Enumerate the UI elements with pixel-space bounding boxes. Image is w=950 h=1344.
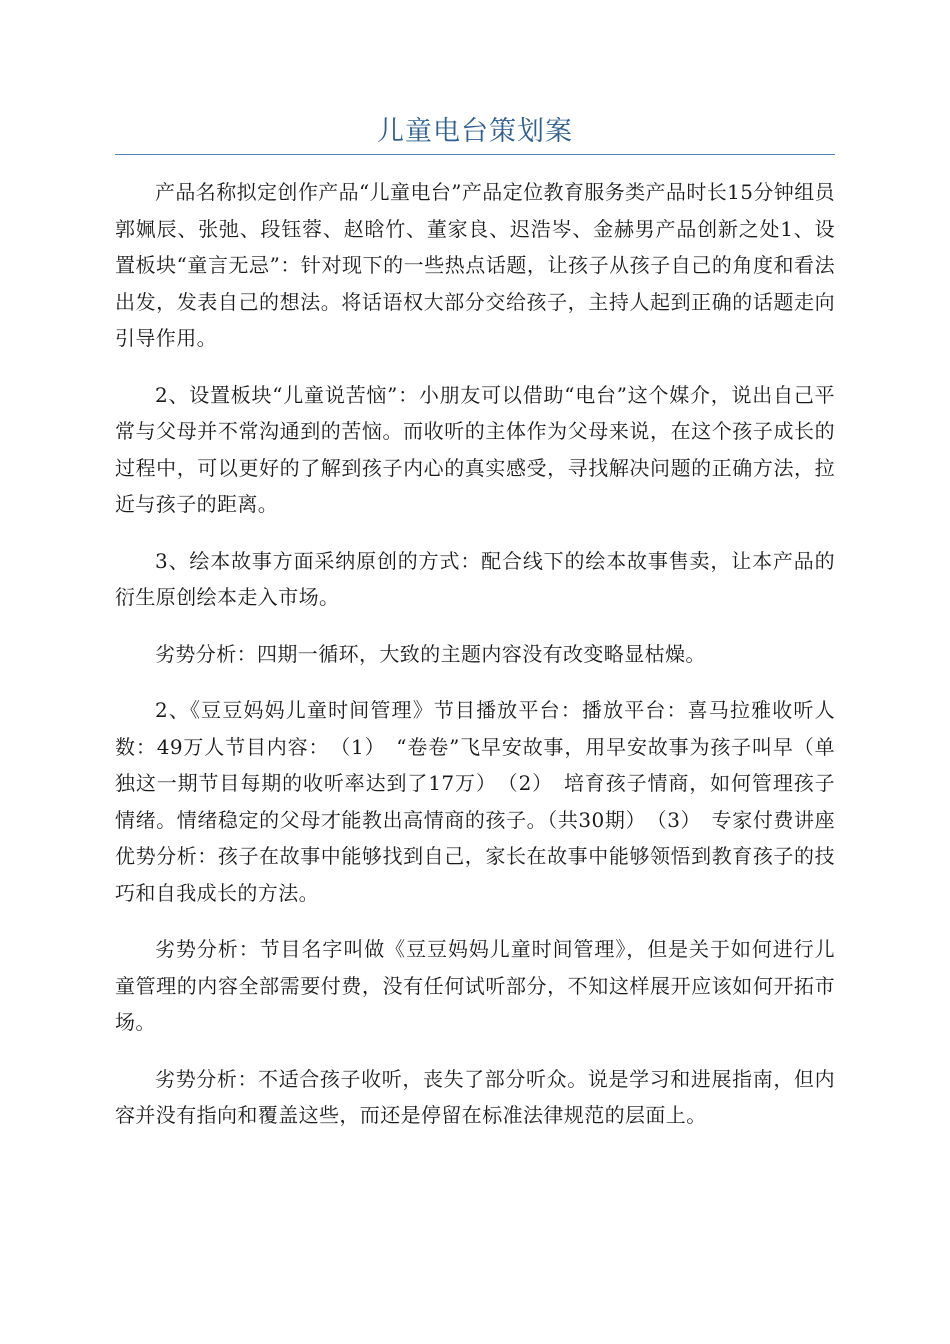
title-block [115,112,835,155]
page-title: 儿童电台策划案 [377,116,573,147]
paragraph-2: 2、设置板块“儿童说苦恼”：小朋友可以借助“电台”这个媒介，说出自己平常与父母并不常沟通到的苦恼。而收听的主体作为父母来说，在这个孩子成长的过程中，可以更好的了解到孩子内心的真实感受，寻找解决问题的正确方法，拉近与孩子的距离。 [115,382,835,516]
paragraph-3: 3、绘本故事方面采纳原创的方式：配合线下的绘本故事售卖，让本产品的衍生原创绘本走入市场。 [115,548,835,609]
paragraph-6: 劣势分析：节目名字叫做《豆豆妈妈儿童时间管理》，但是关于如何进行儿童管理的内容全部需要付费，没有任何试听部分，不知这样展开应该如何开拓市场。 [115,937,835,1034]
paragraph-7: 劣势分析：不适合孩子收听，丧失了部分听众。说是学习和进展指南，但内容并没有指向和覆盖这些，而还是停留在标准法律规范的层面上。 [115,1066,835,1127]
document-body [115,174,835,1154]
paragraph-1: 产品名称拟定创作产品“儿童电台”产品定位教育服务类产品时长15分钟组员郭姵辰、张弛、段钰蓉、赵晗竹、董家良、迟浩岑、金赫男产品创新之处1、设置板块“童言无忌”：针对现下的一些热点话题，让孩子从孩子自己的角度和看法出发，发表自己的想法。将话语权大部分交给孩子，主持人起到正确的话题走向引导作用。 [115,180,835,350]
title-underline [115,154,835,155]
paragraph-5: 2、《豆豆妈妈儿童时间管理》节目播放平台：播放平台：喜马拉雅收听人数：49万人节目内容： （1） “卷卷”飞早安故事，用早安故事为孩子叫早（单独这一期节目每期的收听率达到了17万） （2） 培育孩子情商，如何管理孩子情绪。情绪稳定的父母才能教出高情商的孩子。（共30期） （3） 专家付费讲座优势分析：孩子在故事中能够找到自己，家长在故事中能够领悟到教育孩子的技巧和自我成长的方法。 [115,698,835,905]
paragraph-4: 劣势分析：四期一循环，大致的主题内容没有改变略显枯燥。 [155,641,706,666]
